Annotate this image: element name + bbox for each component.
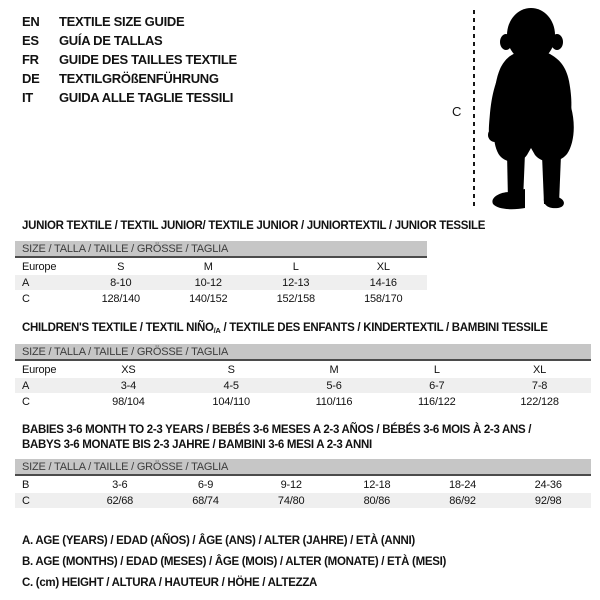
table-row (15, 290, 427, 306)
row-label: Europe (22, 260, 57, 273)
row-label: B (22, 478, 30, 491)
table-row (15, 476, 591, 492)
cell-value: 74/80 (277, 494, 305, 507)
height-measure-label: C (452, 104, 462, 119)
language-row (22, 31, 237, 50)
cell-value: M (203, 260, 213, 273)
cell-value: 6-9 (197, 478, 214, 491)
size-header-bar: SIZE / TALLA / TAILLE / GRÖSSE / TAGLIA (15, 344, 591, 361)
cell-value: 3-6 (112, 478, 128, 491)
row-label: C (22, 494, 30, 507)
cell-value: 128/140 (101, 292, 140, 305)
table-row (15, 377, 591, 393)
cell-value: XL (376, 260, 390, 273)
cell-value: 12-18 (363, 478, 391, 491)
language-list (22, 12, 237, 107)
footnote-line: B. AGE (MONTHS) / EDAD (MESES) / ÂGE (MOIS) / ALTER (MONATE) / ETÀ (MESI) (22, 556, 447, 568)
table-title (22, 423, 531, 438)
cell-value: 14-16 (369, 276, 397, 289)
cell-value: 10-12 (194, 276, 222, 289)
table-row (15, 492, 591, 508)
cell-value: 4-5 (223, 379, 239, 392)
row-label: A (22, 276, 30, 289)
cell-value: M (329, 363, 339, 376)
language-title: TEXTILE SIZE GUIDE (59, 14, 185, 29)
cell-value: 18-24 (448, 478, 477, 491)
table-title (22, 438, 372, 453)
language-code: EN (22, 14, 40, 29)
table-title (22, 321, 548, 338)
size-table (15, 241, 427, 306)
size-table (15, 344, 591, 409)
row-label: C (22, 292, 30, 305)
cell-value: 110/116 (315, 395, 353, 408)
table-title-text: CHILDREN'S TEXTILE / TEXTIL NIÑO (22, 322, 214, 334)
language-title: TEXTILGRÖßENFÜHRUNG (59, 71, 219, 86)
cell-value: 158/170 (364, 292, 403, 305)
language-code: FR (22, 52, 39, 67)
cell-value: 7-8 (531, 379, 548, 392)
language-row (22, 88, 237, 107)
table-title-text: / TEXTILE DES ENFANTS / KINDERTEXTIL / BAMBINI TESSILE (220, 322, 548, 334)
table-title (22, 219, 485, 234)
cell-value: 9-12 (280, 478, 302, 491)
language-code: DE (22, 71, 40, 86)
baby-silhouette-icon (486, 5, 584, 213)
cell-value: L (292, 260, 299, 273)
language-row (22, 69, 237, 88)
cell-value: 62/68 (106, 494, 134, 507)
table-row (15, 258, 427, 274)
cell-value: 6-7 (429, 379, 445, 392)
cell-value: XL (533, 363, 547, 376)
language-title: GUIDA ALLE TAGLIE TESSILI (59, 90, 234, 105)
cell-value: 68/74 (192, 494, 219, 507)
table-title-subscript: /A (213, 326, 221, 335)
language-title: GUIDE DES TAILLES TEXTILE (59, 52, 237, 67)
row-label: A (22, 379, 30, 392)
footnote-line: C. (cm) HEIGHT / ALTURA / HAUTEUR / HÖHE / ALTEZZA (22, 577, 318, 589)
size-table (15, 459, 591, 508)
table-row (15, 361, 591, 377)
height-measure-dashed-line (473, 10, 475, 206)
size-header-bar: SIZE / TALLA / TAILLE / GRÖSSE / TAGLIA (15, 459, 591, 476)
table-row (15, 274, 427, 290)
footnote-line: A. AGE (YEARS) / EDAD (AÑOS) / ÂGE (ANS) / ALTER (JAHRE) / ETÀ (ANNI) (22, 535, 415, 547)
language-code: ES (22, 33, 39, 48)
cell-value: 116/122 (418, 395, 456, 408)
table-title-text: JUNIOR TEXTILE / TEXTIL JUNIOR/ TEXTILE JUNIOR / JUNIORTEXTIL / JUNIOR TESSILE (22, 220, 486, 232)
cell-value: 8-10 (110, 276, 132, 289)
cell-value: XS (121, 363, 136, 376)
table-title-text: BABYS 3-6 MONATE BIS 2-3 JAHRE / BAMBINI 3-6 MESI A 2-3 ANNI (22, 439, 372, 451)
cell-value: 24-36 (534, 478, 562, 491)
cell-value: L (433, 363, 440, 376)
cell-value: 3-4 (120, 379, 137, 392)
language-row (22, 50, 237, 69)
cell-value: S (117, 260, 125, 273)
cell-value: 122/128 (520, 395, 559, 408)
language-title: GUÍA DE TALLAS (59, 33, 163, 48)
cell-value: 92/98 (534, 494, 562, 507)
table-row (15, 393, 591, 409)
language-code: IT (22, 90, 33, 105)
cell-value: 152/158 (276, 292, 315, 305)
cell-value: 12-13 (282, 276, 310, 289)
cell-value: 140/152 (189, 292, 228, 305)
cell-value: 86/92 (449, 494, 476, 507)
table-title-text: BABIES 3-6 MONTH TO 2-3 YEARS / BEBÉS 3-6 MESES A 2-3 AÑOS / BÉBÉS 3-6 MOIS À 2-3 ANS / (22, 424, 532, 436)
cell-value: 104/110 (212, 395, 250, 408)
cell-value: S (227, 363, 235, 376)
cell-value: 5-6 (326, 379, 342, 392)
language-row (22, 12, 237, 31)
size-header-bar: SIZE / TALLA / TAILLE / GRÖSSE / TAGLIA (15, 241, 427, 258)
cell-value: 80/86 (363, 494, 391, 507)
row-label: C (22, 395, 30, 408)
footnotes (22, 531, 446, 594)
row-label: Europe (22, 363, 57, 376)
cell-value: 98/104 (112, 395, 145, 408)
